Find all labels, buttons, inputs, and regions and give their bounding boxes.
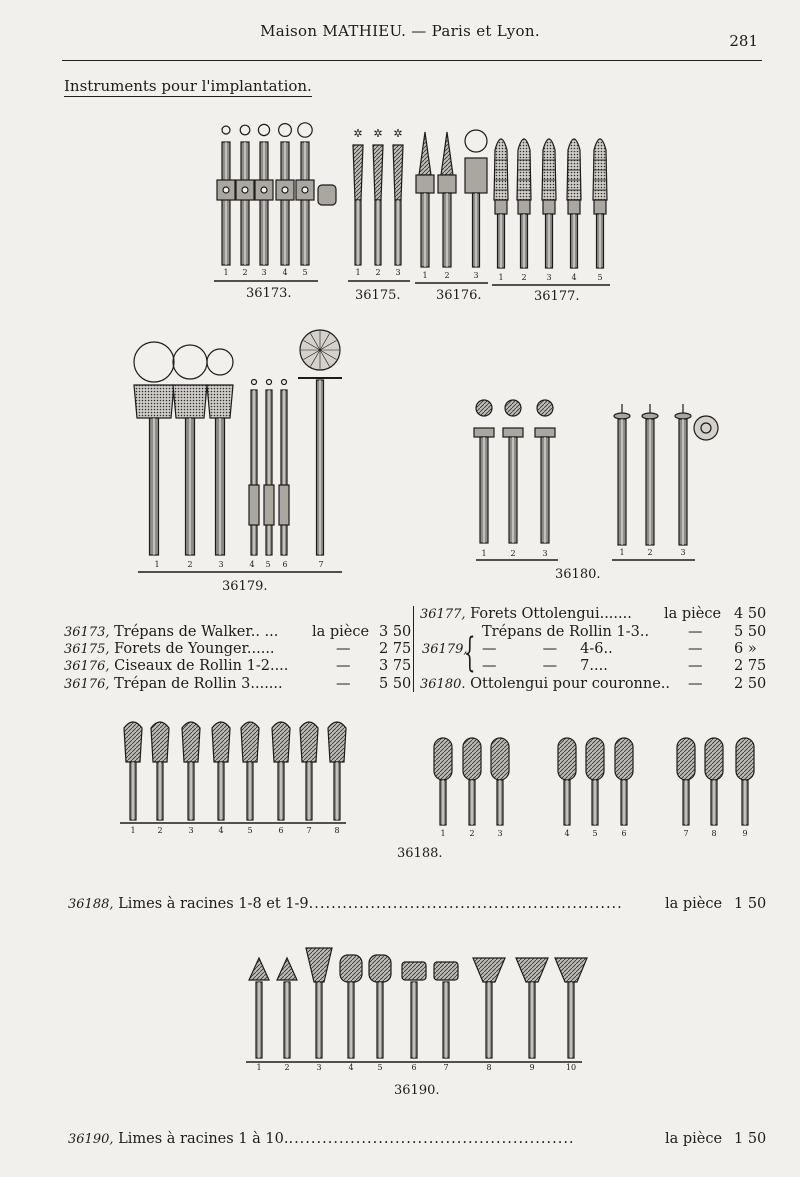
file-head: [277, 958, 297, 980]
item-name: Forets Ottolengui.......: [470, 606, 632, 622]
figure-number: 5: [265, 560, 271, 569]
trephine-end-view: [252, 380, 257, 385]
figure-number: 7: [306, 826, 312, 835]
trephine-tip-outline: [222, 126, 230, 134]
trephine-head: [207, 385, 233, 418]
figure-number: 1: [154, 560, 160, 569]
item-price: 1 50: [734, 896, 767, 912]
price-row: [420, 676, 670, 692]
drill-collar: [594, 200, 606, 214]
item-ref: 36180.: [420, 677, 466, 692]
figure-number: 2: [444, 271, 450, 280]
figure-number: 4: [282, 268, 288, 277]
chisel-blade: [419, 132, 431, 175]
figure-label-36176: 36176.: [436, 288, 482, 303]
drill-collar: [495, 200, 507, 214]
item-name: Trépans de Walker.. ...: [114, 624, 279, 640]
item-price: 2 50: [734, 676, 767, 692]
drill-collar: [518, 200, 530, 214]
bur-flange: [642, 413, 658, 419]
figure-number: 8: [711, 829, 717, 838]
item-ref: 36175,: [64, 642, 110, 657]
figure-label-36179: 36179.: [222, 579, 268, 594]
figure-number: 2: [469, 829, 475, 838]
item-name: Forets de Younger......: [114, 641, 275, 657]
trephine-sleeve: [249, 485, 259, 525]
figure-number: 2: [521, 273, 527, 282]
bur-collar: [535, 428, 555, 437]
figure-number: 4: [348, 1063, 354, 1072]
figure-number: 4: [571, 273, 577, 282]
trephine-sleeve: [264, 485, 274, 525]
item-unit: la pièce: [312, 624, 370, 640]
price-row: [64, 641, 275, 657]
file-head: [516, 958, 548, 982]
figure-number: 2: [187, 560, 193, 569]
figure-number: 3: [473, 271, 479, 280]
figure-number: 3: [542, 549, 548, 558]
figure-number: 1: [130, 826, 136, 835]
figure-number: 3: [497, 829, 503, 838]
file-head: [434, 738, 452, 780]
item-price: 4 50: [734, 606, 767, 622]
file-head: [300, 722, 318, 762]
item-name: Ciseaux de Rollin 1-2....: [114, 658, 289, 674]
item-price: 3 50: [379, 624, 412, 640]
trephine-tip-outline: [240, 125, 250, 135]
file-head: [328, 722, 346, 762]
item-unit: —: [688, 676, 703, 692]
drill-flute: [373, 145, 383, 200]
drill-head: [494, 139, 508, 200]
figure-number: 6: [411, 1063, 417, 1072]
item-price: 6 »: [734, 641, 757, 657]
trephine-end-view: [465, 130, 487, 152]
file-head: [151, 722, 169, 762]
figure-label-36188: 36188.: [397, 846, 443, 861]
figure-number: 6: [621, 829, 627, 838]
item-price: 5 50: [734, 624, 767, 640]
page-header-title: Maison MATHIEU. — Paris et Lyon.: [260, 22, 540, 40]
figure-label-36175: 36175.: [355, 288, 401, 303]
item-ref: 36176,: [64, 659, 110, 674]
item-ref: 36173,: [64, 625, 110, 640]
figure-number: 2: [647, 548, 653, 557]
figure-number: 7: [443, 1063, 449, 1072]
drill-collar: [543, 200, 555, 214]
price-row: [64, 676, 283, 692]
bur-collar: [503, 428, 523, 437]
file-head: [558, 738, 576, 780]
figure-number: 2: [157, 826, 163, 835]
trephine-tip-outline: [279, 124, 292, 137]
file-head: [677, 738, 695, 780]
item-name: — — 4-6..: [482, 641, 613, 657]
price-line-36190: 36190, Limes à racines 1 à 10....................................................: [68, 1131, 575, 1147]
trephine-head: [173, 385, 207, 418]
column-divider: [413, 606, 414, 692]
file-head: [463, 738, 481, 780]
file-head: [369, 955, 391, 982]
bur-head: [537, 400, 553, 416]
file-head: [241, 722, 259, 762]
figure-number: 4: [564, 829, 570, 838]
file-head: [340, 955, 362, 982]
drill-head: [542, 139, 556, 200]
item-ref: 36179,: [422, 642, 468, 657]
drill-flute: [353, 145, 363, 200]
item-unit: —: [688, 658, 703, 674]
figure-number: 1: [256, 1063, 262, 1072]
figure-number: 1: [422, 271, 428, 280]
file-head: [124, 722, 142, 762]
figure-number: 1: [619, 548, 625, 557]
trephine-sleeve: [279, 485, 289, 525]
item-ref: 36177,: [420, 607, 466, 622]
figure-number: 1: [223, 268, 229, 277]
bur-flange: [675, 413, 691, 419]
item-price: 1 50: [734, 1131, 767, 1147]
item-unit: la pièce: [664, 606, 722, 622]
figure-number: 2: [242, 268, 248, 277]
file-head: [306, 948, 332, 982]
figure-number: 8: [334, 826, 340, 835]
figure-number: 9: [742, 829, 748, 838]
figure-number: 5: [597, 273, 603, 282]
item-name: Trépans de Rollin 1-3..: [482, 624, 650, 640]
figure-label-36173: 36173.: [246, 286, 292, 301]
file-head: [491, 738, 509, 780]
price-row: [420, 606, 632, 622]
trephine-end-view: [134, 342, 174, 382]
drill-head: [517, 139, 531, 200]
figure-number: 2: [284, 1063, 290, 1072]
item-unit: —: [336, 658, 351, 674]
trephine-head: [465, 158, 487, 193]
item-name: — — 7....: [482, 658, 608, 674]
item-price: 5 50: [379, 676, 412, 692]
file-head: [555, 958, 587, 982]
item-ref: 36190,: [68, 1132, 114, 1147]
trephine-tip-outline: [258, 124, 269, 135]
drill-end-view: ✲: [393, 127, 403, 140]
trephine-sleeve: [318, 185, 336, 205]
item-price: 3 75: [379, 658, 412, 674]
item-unit: —: [336, 676, 351, 692]
cutter-end-view: [694, 416, 718, 440]
price-row: [64, 658, 288, 674]
trephine-end-view: [267, 380, 272, 385]
item-name: Ottolengui pour couronne..: [470, 676, 671, 692]
figure-number: 4: [249, 560, 255, 569]
bur-collar: [474, 428, 494, 437]
file-head: [212, 722, 230, 762]
item-unit: la pièce: [665, 896, 723, 912]
collar-screw: [282, 187, 288, 193]
chisel-collar: [416, 175, 434, 193]
chisel-collar: [438, 175, 456, 193]
drill-head: [567, 139, 581, 200]
file-head: [586, 738, 604, 780]
figure-number: 4: [218, 826, 224, 835]
file-head: [402, 962, 426, 980]
item-ref: 36188,: [68, 897, 114, 912]
price-row: [64, 624, 278, 640]
item-name: Limes à racines 1 à 10.: [118, 1131, 289, 1147]
figure-number: 3: [546, 273, 552, 282]
file-head: [473, 958, 505, 982]
item-name: Limes à racines 1-8 et 1-9: [118, 896, 309, 912]
figure-number: 2: [510, 549, 516, 558]
file-head: [736, 738, 754, 780]
bur-head: [476, 400, 492, 416]
trephine-tip-outline: [298, 123, 312, 137]
figure-number: 6: [282, 560, 288, 569]
figure-number: 3: [395, 268, 401, 277]
figure-label-36190: 36190.: [394, 1083, 440, 1098]
figure-number: 8: [486, 1063, 492, 1072]
brace: {: [464, 630, 476, 676]
drill-end-view: ✲: [373, 127, 383, 140]
collar-screw: [302, 187, 308, 193]
drill-collar: [568, 200, 580, 214]
figure-number: 1: [481, 549, 487, 558]
file-head: [249, 958, 269, 980]
figure-number: 1: [498, 273, 504, 282]
figure-number: 6: [278, 826, 284, 835]
figure-number: 5: [592, 829, 598, 838]
section-title: Instruments pour l'implantation.: [64, 77, 312, 95]
trephine-end-view: [282, 380, 287, 385]
bur-head: [505, 400, 521, 416]
figure-number: 5: [302, 268, 308, 277]
figure-label-36180: 36180.: [555, 567, 601, 582]
item-unit: —: [336, 641, 351, 657]
figure-number: 5: [247, 826, 253, 835]
item-unit: la pièce: [665, 1131, 723, 1147]
figure-number: 3: [218, 560, 224, 569]
figure-number: 7: [318, 560, 324, 569]
item-unit: —: [688, 624, 703, 640]
figure-number: 9: [529, 1063, 535, 1072]
file-head: [615, 738, 633, 780]
figure-number: 10: [565, 1063, 577, 1072]
figure-number: 2: [375, 268, 381, 277]
chisel-blade: [441, 132, 453, 175]
collar-screw: [261, 187, 267, 193]
figure-number: 1: [355, 268, 361, 277]
file-head: [182, 722, 200, 762]
trephine-head: [134, 385, 174, 418]
collar-screw: [242, 187, 248, 193]
trephine-end-view: [207, 349, 233, 375]
figure-number: 7: [683, 829, 689, 838]
collar-screw: [223, 187, 229, 193]
figure-number: 3: [261, 268, 267, 277]
figure-number: 3: [316, 1063, 322, 1072]
item-name: Trépan de Rollin 3.......: [114, 676, 283, 692]
figure-number: 5: [377, 1063, 383, 1072]
file-head: [705, 738, 723, 780]
trephine-end-view: [173, 345, 207, 379]
drill-end-view: ✲: [353, 127, 363, 140]
item-price: 2 75: [734, 658, 767, 674]
drill-head: [593, 139, 607, 200]
item-price: 2 75: [379, 641, 412, 657]
file-head: [434, 962, 458, 980]
item-ref: 36176,: [64, 677, 110, 692]
price-line-36188: 36188, Limes à racines 1-8 et 1-9........................................................: [68, 896, 623, 912]
figure-label-36177: 36177.: [534, 289, 580, 304]
file-head: [272, 722, 290, 762]
drill-flute: [393, 145, 403, 200]
figure-number: 3: [680, 548, 686, 557]
figure-number: 1: [440, 829, 446, 838]
bur-flange: [614, 413, 630, 419]
figure-number: 3: [188, 826, 194, 835]
page-number: 281: [729, 32, 758, 50]
item-unit: —: [688, 641, 703, 657]
